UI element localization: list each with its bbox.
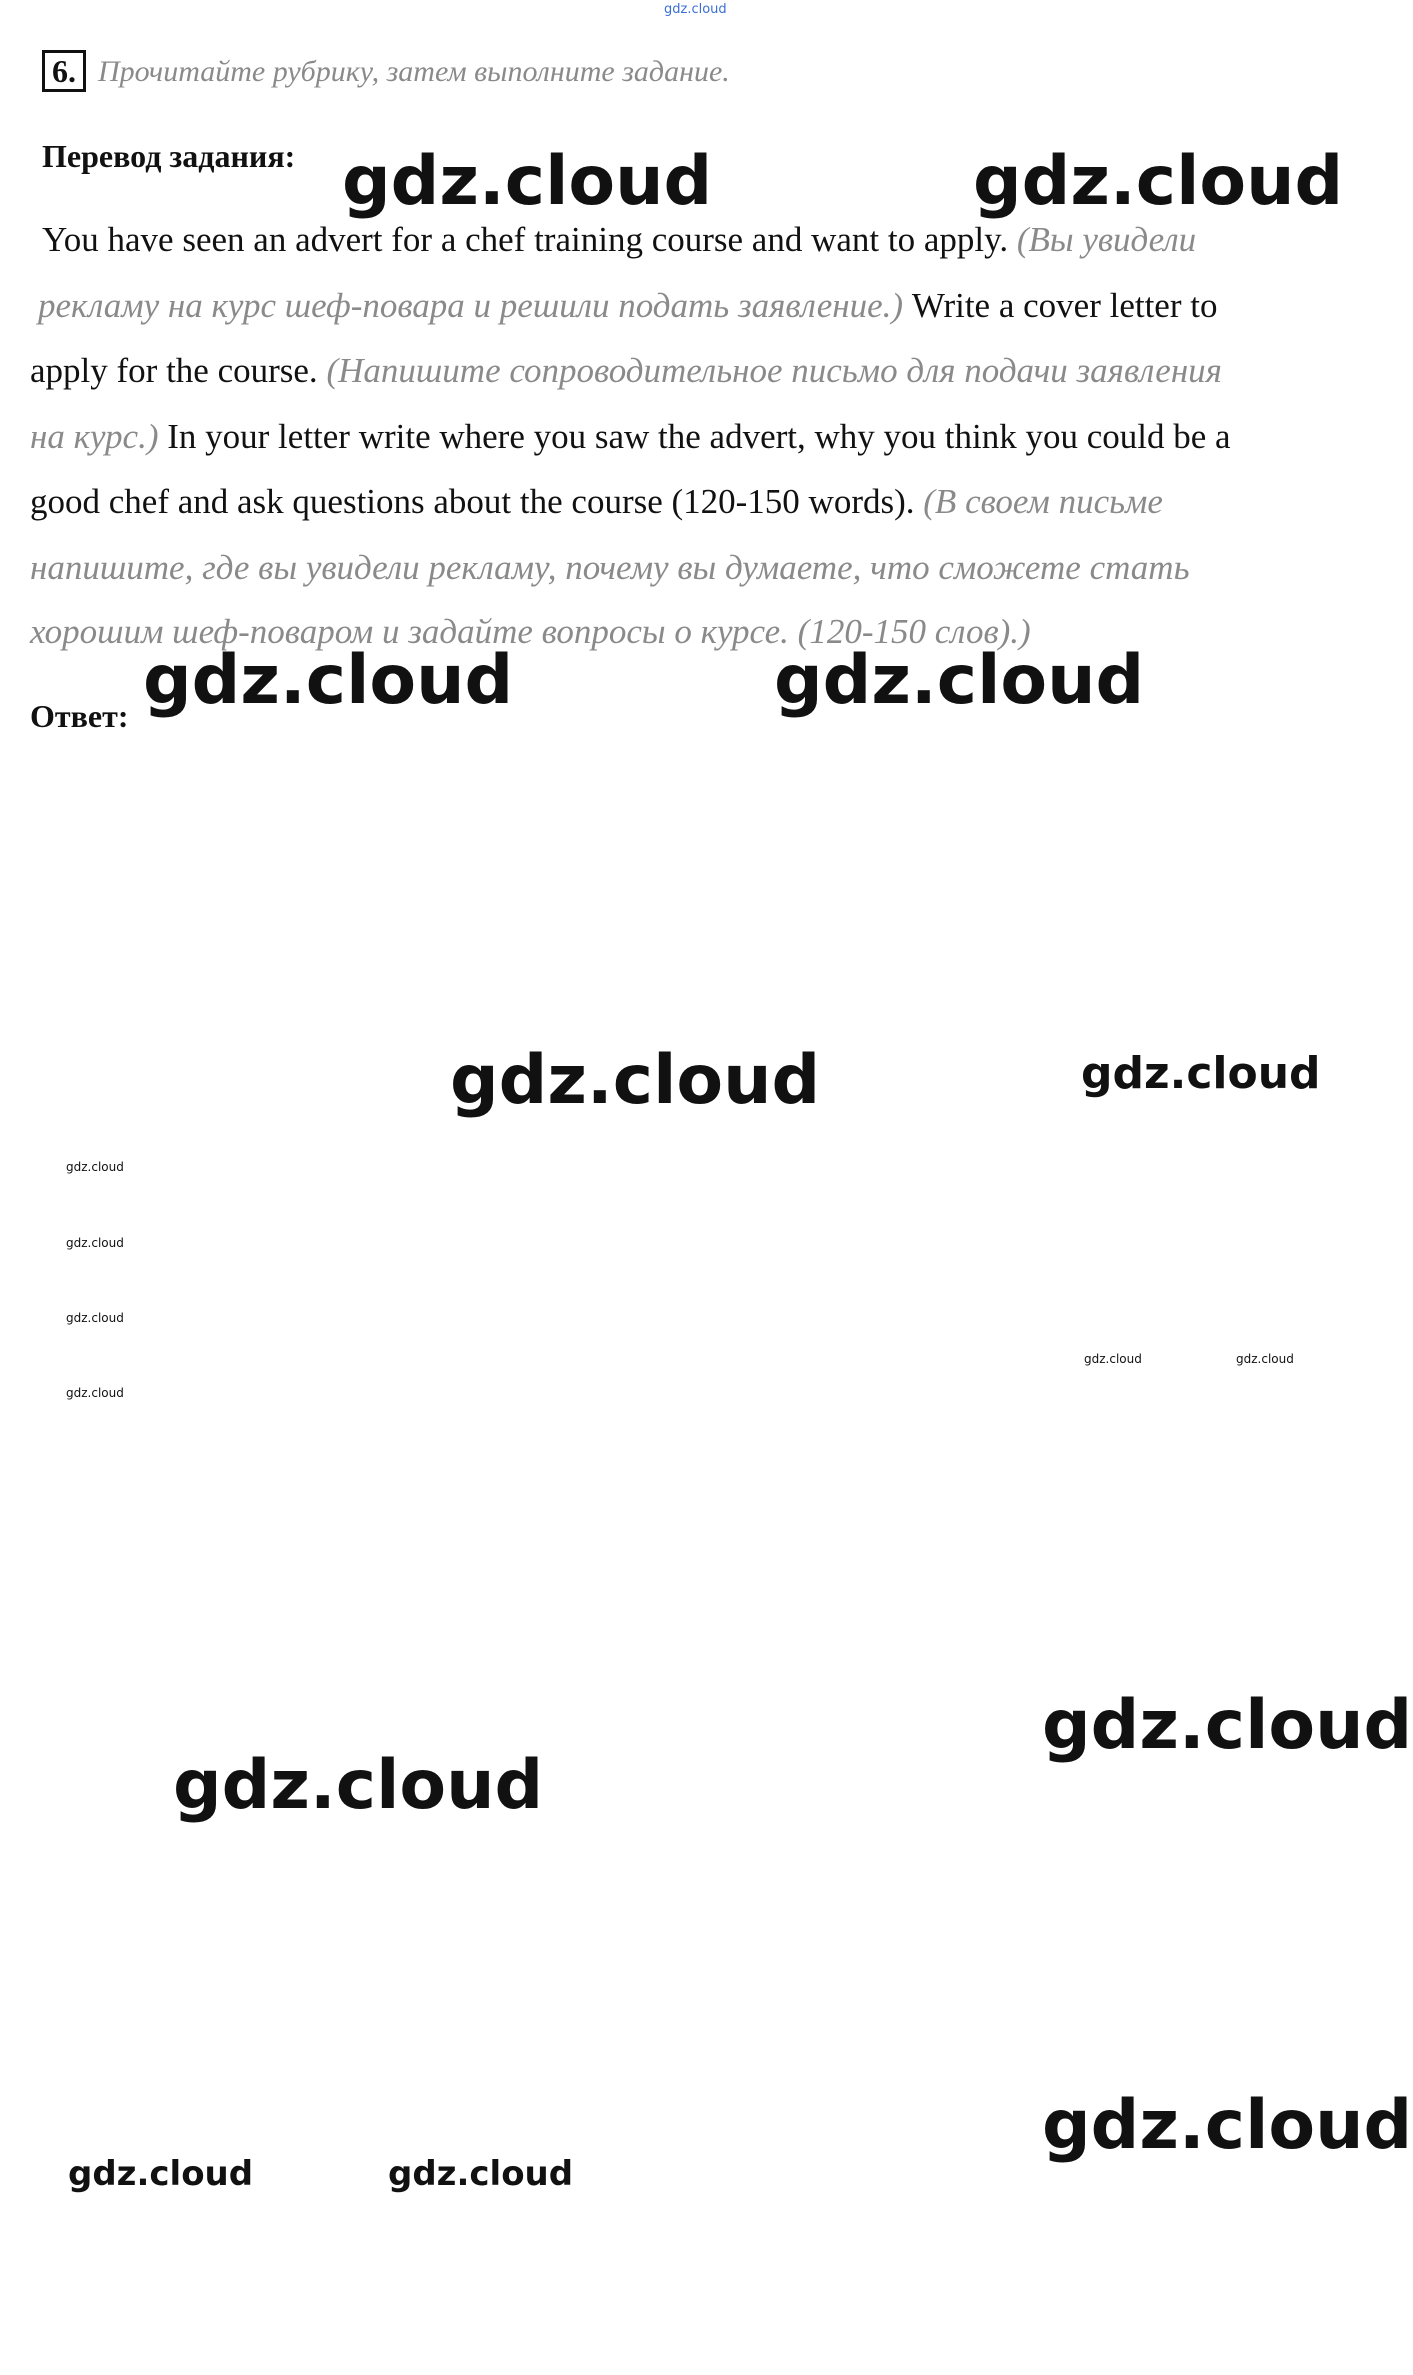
text-line xyxy=(30,548,1190,588)
english-text: In your letter write where you saw the advert, why you think you could be a xyxy=(167,417,1231,456)
watermark-tiny: gdz.cloud xyxy=(66,1236,124,1250)
text-line xyxy=(42,220,1196,260)
watermark-tiny: gdz.cloud xyxy=(66,1386,124,1400)
watermark: gdz.cloud xyxy=(774,641,1145,720)
russian-translation: напишите, где вы увидели рекламу, почему вы думаете, что сможете стать xyxy=(30,548,1190,587)
answer-heading: Ответ: xyxy=(30,698,129,734)
text-line xyxy=(30,417,1231,457)
watermark-tiny: gdz.cloud xyxy=(1236,1352,1294,1366)
watermark: gdz.cloud xyxy=(1042,2086,1413,2165)
task-instruction: Прочитайте рубрику, затем выполните задание. xyxy=(98,55,730,88)
text-line xyxy=(30,482,1163,522)
task-number: 6. xyxy=(42,50,86,92)
watermark: gdz.cloud xyxy=(450,1041,821,1120)
russian-translation: (Напишите сопроводительное письмо для подачи заявления xyxy=(326,351,1222,390)
english-text: You have seen an advert for a chef training course and want to apply. xyxy=(42,220,1017,259)
watermark-tiny: gdz.cloud xyxy=(66,1311,124,1325)
translation-heading: Перевод задания: xyxy=(42,138,296,174)
text-line xyxy=(30,351,1222,391)
english-text: apply for the course. xyxy=(30,351,327,390)
russian-translation: (В своем письме xyxy=(923,482,1163,521)
russian-translation: рекламу на курс шеф-повара и решили подать заявление.) xyxy=(38,286,912,325)
watermark-tiny: gdz.cloud xyxy=(1084,1352,1142,1366)
watermark: gdz.cloud xyxy=(173,1746,544,1825)
watermark-tiny: gdz.cloud xyxy=(66,1160,124,1174)
watermark: gdz.cloud xyxy=(1042,1686,1413,1765)
text-line xyxy=(38,286,1217,326)
watermark: gdz.cloud xyxy=(342,142,713,221)
watermark: gdz.cloud xyxy=(143,641,514,720)
english-text: Write a cover letter to xyxy=(911,286,1218,325)
watermark: gdz.cloud xyxy=(388,2154,574,2194)
russian-translation: на курс.) xyxy=(30,417,168,456)
watermark: gdz.cloud xyxy=(68,2154,254,2194)
top-watermark: gdz.cloud xyxy=(664,2,727,17)
english-text: good chef and ask questions about the course (120-150 words). xyxy=(30,482,924,521)
watermark: gdz.cloud xyxy=(973,142,1344,221)
watermark: gdz.cloud xyxy=(1081,1048,1321,1099)
russian-translation: (Вы увидели xyxy=(1016,220,1197,259)
russian-translation: хорошим шеф-поваром и задайте вопросы о курсе. (120-150 слов).) xyxy=(30,612,1031,651)
